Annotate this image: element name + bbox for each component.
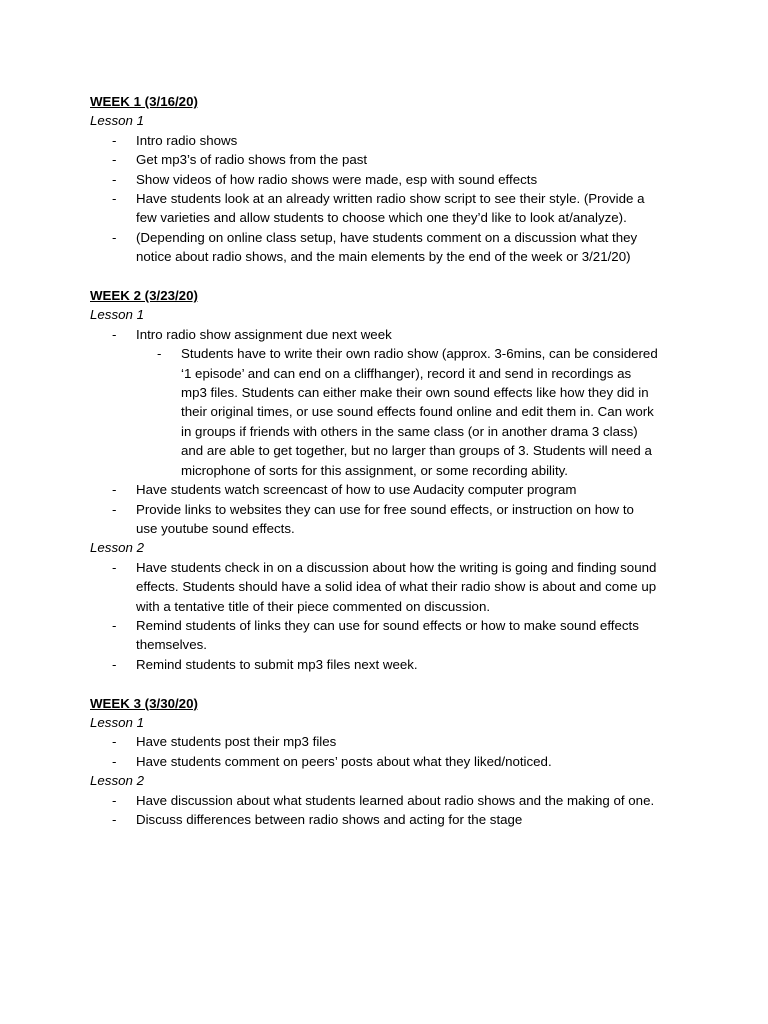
item-text-line: Have students look at an already written radio show script to see their style. (Provide a xyxy=(136,191,645,207)
item-text-line: Have students watch screencast of how to use Audacity computer program xyxy=(136,482,577,498)
week-heading: WEEK 1 (3/16/20) xyxy=(90,94,198,109)
lesson-label: Lesson 1 xyxy=(90,307,144,323)
lesson-label: Lesson 1 xyxy=(90,714,144,730)
item-text-line: Discuss differences between radio shows and acting for the stage xyxy=(136,812,523,827)
item-text-line: Remind students to submit mp3 files next week. xyxy=(136,656,418,672)
list-item xyxy=(90,810,690,829)
item-text-line: effects. Students should have a solid idea of what their radio show is about and come up xyxy=(136,579,657,595)
list-item xyxy=(90,189,690,228)
sub-list-item xyxy=(90,344,690,480)
item-text-line: ‘1 episode’ and can end on a cliffhanger), record it and send in recordings as xyxy=(181,365,632,381)
list-item xyxy=(90,480,690,499)
bullet-dash: - xyxy=(112,812,117,827)
item-text-line: use youtube sound effects. xyxy=(136,520,295,536)
bullet-dash: - xyxy=(112,152,117,168)
item-text-line: Show videos of how radio shows were made, esp with sound effects xyxy=(136,171,538,187)
bullet-dash: - xyxy=(112,326,117,342)
item-text-line: their original times, or use sound effects found online and edit them in. Can work xyxy=(181,404,654,420)
list-item xyxy=(90,150,690,169)
bullet-dash: - xyxy=(112,734,117,750)
item-text-line: themselves. xyxy=(136,637,207,653)
item-text-line: Intro radio shows xyxy=(136,132,238,148)
bullet-dash: - xyxy=(112,753,117,769)
bullet-dash: - xyxy=(112,482,117,498)
item-text-line: Get mp3’s of radio shows from the past xyxy=(136,152,368,168)
list-item xyxy=(90,500,690,539)
item-text-line: Remind students of links they can use for sound effects or how to make sound effects xyxy=(136,617,639,633)
bullet-dash: - xyxy=(112,132,117,148)
week-heading: WEEK 3 (3/30/20) xyxy=(90,695,198,711)
list-item xyxy=(90,752,690,771)
item-text-line: Have students post their mp3 files xyxy=(136,734,337,750)
bullet-dash: - xyxy=(112,229,117,245)
item-text-line: Students have to write their own radio show (approx. 3-6mins, can be considered xyxy=(181,346,658,362)
item-text-line: in groups if friends with others in the same class (or in another drama 3 class) xyxy=(181,423,638,439)
item-text-line: Provide links to websites they can use for free sound effects, or instruction on how to xyxy=(136,501,634,517)
item-text-line: Have students comment on peers’ posts about what they liked/noticed. xyxy=(136,753,552,769)
bullet-dash: - xyxy=(112,559,117,575)
item-text-line: (Depending on online class setup, have students comment on a discussion what they xyxy=(136,229,638,245)
list-item xyxy=(90,558,690,616)
bullet-dash: - xyxy=(112,792,117,808)
bullet-dash: - xyxy=(112,171,117,187)
bullet-dash: - xyxy=(112,656,117,672)
section-gap xyxy=(90,267,690,286)
bullet-dash: - xyxy=(112,501,117,517)
week-section xyxy=(90,694,690,830)
list-item xyxy=(90,655,690,674)
item-text-line: mp3 files. Students can either make their own sound effects like how they did in xyxy=(181,385,649,401)
lesson-label: Lesson 2 xyxy=(90,773,144,789)
week-heading: WEEK 2 (3/23/20) xyxy=(90,288,198,304)
lesson-label: Lesson 1 xyxy=(90,113,144,129)
item-text-line: Intro radio show assignment due next week xyxy=(136,326,392,342)
bullet-dash: - xyxy=(157,346,162,362)
list-item xyxy=(90,732,690,751)
list-item xyxy=(90,325,690,344)
item-text-line: Have discussion about what students learned about radio shows and the making of one. xyxy=(136,792,655,808)
item-text-line: with a tentative title of their piece commented on discussion. xyxy=(136,598,491,614)
list-item xyxy=(90,616,690,655)
week-section xyxy=(90,286,690,674)
list-item xyxy=(90,791,690,810)
lesson-label: Lesson 2 xyxy=(90,540,144,556)
section-gap xyxy=(90,674,690,693)
lesson-plan-content xyxy=(90,92,690,829)
item-text-line: notice about radio shows, and the main elements by the end of the week or 3/21/20) xyxy=(136,249,631,265)
item-text-line: microphone of sorts for this assignment, or some recording ability. xyxy=(181,462,569,478)
item-text-line: Have students check in on a discussion about how the writing is going and finding sound xyxy=(136,559,657,575)
bullet-dash: - xyxy=(112,191,117,207)
bullet-dash: - xyxy=(112,617,117,633)
item-text-line: few varieties and allow students to choose which one they’d like to look at/analyze). xyxy=(136,210,627,226)
item-text-line: and are able to get together, but no larger than groups of 3. Students will need a xyxy=(181,443,652,459)
list-item xyxy=(90,228,690,267)
list-item xyxy=(90,131,690,150)
week-section xyxy=(90,92,690,267)
list-item xyxy=(90,170,690,189)
